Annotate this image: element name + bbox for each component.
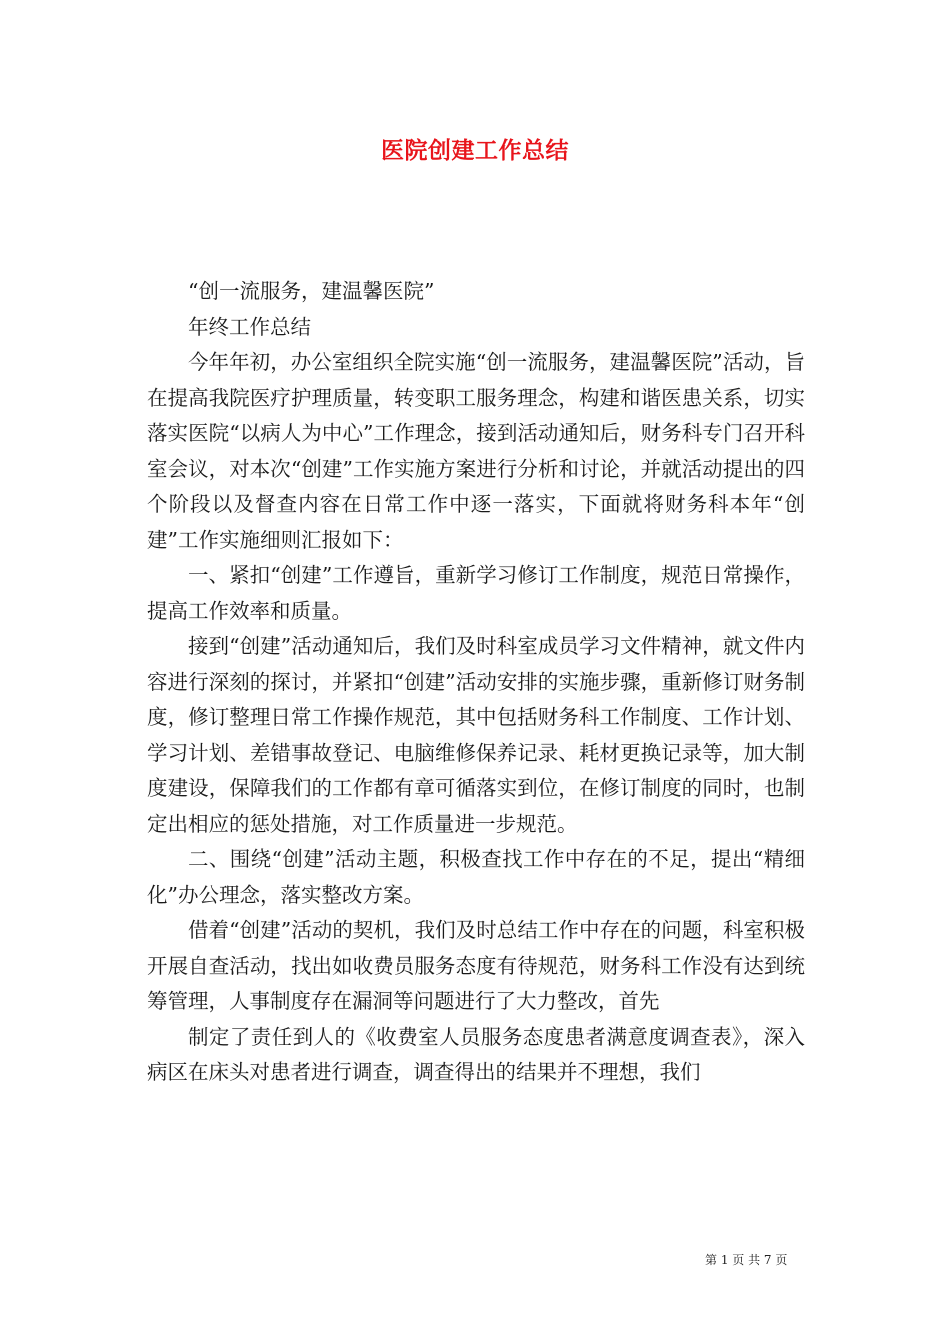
paragraph: 二、围绕“创建”活动主题，积极查找工作中存在的不足，提出“精细化”办公理念，落实整改方案。: [147, 847, 805, 907]
paragraph: 借着“创建”活动的契机，我们及时总结工作中存在的问题，科室积极开展自查活动，找出如收费员服务态度有待规范，财务科工作没有达到统筹管理，人事制度存在漏洞等问题进行了大力整改，首先: [147, 918, 805, 1013]
paragraph: 一、紧扣“创建”工作遵旨，重新学习修订工作制度，规范日常操作，提高工作效率和质量。: [147, 563, 805, 623]
paragraph: “创一流服务，建温馨医院”: [188, 279, 435, 303]
document-body: [147, 274, 805, 1091]
paragraph: 制定了责任到人的《收费室人员服务态度患者满意度调查表》，深入病区在床头对患者进行调查，调查得出的结果并不理想，我们: [147, 1024, 805, 1084]
paragraph: 年终工作总结: [188, 314, 311, 339]
document-title: 医院创建工作总结: [381, 138, 569, 164]
paragraph: 接到“创建”活动通知后，我们及时科室成员学习文件精神，就文件内容进行深刻的探讨，并紧扣“创建”活动安排的实施步骤，重新修订财务制度，修订整理日常工作操作规范，其中包括财务科工作制度、工作计划、学习计划、差错事故登记、电脑维修保养记录、耗材更换记录等，加大制度建设，保障我们的工作都有章可循落实到位，在修订制度的同时，也制定出相应的惩处措施，对工作质量进一步规范。: [147, 634, 805, 836]
page-number: 第 1 页 共 7 页: [705, 1253, 788, 1267]
paragraph: 今年年初，办公室组织全院实施“创一流服务，建温馨医院”活动，旨在提高我院医疗护理质量，转变职工服务理念，构建和谐医患关系，切实落实医院“以病人为中心”工作理念，接到活动通知后，财务科专门召开科室会议，对本次“创建”工作实施方案进行分析和讨论，并就活动提出的四个阶段以及督查内容在日常工作中逐一落实，下面就将财务科本年“创建”工作实施细则汇报如下：: [147, 350, 805, 552]
